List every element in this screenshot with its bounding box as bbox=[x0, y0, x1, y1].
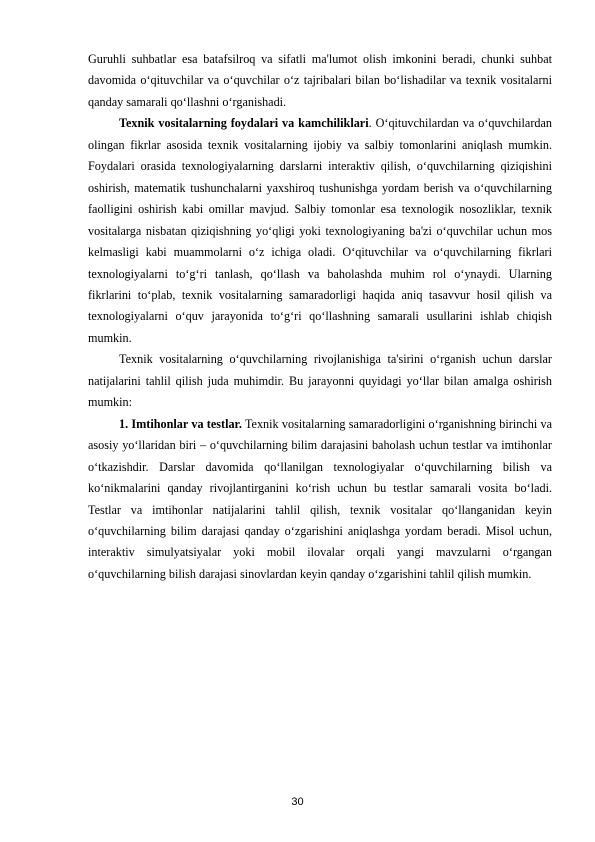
paragraph-group-discussions bbox=[88, 49, 552, 113]
paragraph-heading: Texnik vositalarning foydalari va kamchiliklari bbox=[119, 116, 369, 131]
paragraph-text: Texnik vositalarning samaradorligini o‘rganishning birinchi va asosiy yo‘llaridan biri – o‘quvchilarning bilim darajasini baholash uchun testlar va imtihonlar o‘tkazishdir. Darslar davomida qo‘llanilgan texnologiyalar o‘quvchilarning bilish va ko‘nikmalarini qanday rivojlantirganini ko‘rish uchun bu testlar samarali vosita bo‘ladi. Testlar va imtihonlar natijalarini tahlil qilish, texnik vositalar qo‘llanganidan keyin o‘quvchilarning bilim darajasi qanday o‘zgarishini aniqlashga yordam beradi. Misol uchun, interaktiv simulyatsiyalar yoki mobil ilovalar orqali yangi mavzularni o‘rgangan o‘quvchilarning bilish darajasi sinovlardan keyin qanday o‘zgarishini tahlil qilish mumkin. bbox=[88, 416, 552, 581]
paragraph-exams-tests bbox=[88, 414, 552, 586]
list-item-heading: 1. Imtihonlar va testlar. bbox=[119, 416, 242, 431]
paragraph-analysis-intro bbox=[88, 349, 552, 413]
paragraph-text: Guruhli suhbatlar esa batafsilroq va sifatli ma'lumot olish imkonini beradi, chunki suhbat davomida o‘qituvchilar va o‘quvchilar o‘z tajribalari bilan bo‘lishadilar va texnik vositalarni qanday samarali qo‘llashni o‘rganishadi. bbox=[88, 52, 552, 109]
paragraph-pros-cons bbox=[88, 113, 552, 349]
paragraph-text: Texnik vositalarning o‘quvchilarning rivojlanishiga ta'sirini o‘rganish uchun darslar natijalarini tahlil qilish juda muhimdir. Bu jarayonni quyidagi yo‘llar bilan amalga oshirish mumkin: bbox=[88, 352, 552, 410]
document-body bbox=[88, 49, 552, 585]
paragraph-text: . O‘qituvchilardan va o‘quvchilardan olingan fikrlar asosida texnik vositalarning ijobiy va salbiy tomonlarini aniqlash mumkin. Foydalari orasida texnologiyalarning darslarni interaktiv qilish, o‘quvchilarning qiziqishini oshirish, matematik tushunchalarni yaxshiroq tushunishga yordam berish va o‘quvchilarning faolligini oshirish kabi omillar mavjud. Salbiy tomonlar esa texnologik nosozliklar, texnik vositalarga nisbatan qiziqishning yo‘qligi yoki texnologiyaning ba'zi o‘quvchilar uchun mos kelmasligi kabi muammolarni o‘z ichiga oladi. O‘qituvchilar va o‘quvchilarning fikrlari texnologiyalarni to‘g‘ri tanlash, qo‘llash va baholashda muhim rol o‘ynaydi. Ularning fikrlarini to‘plab, texnik vositalarning samaradorligi haqida aniq tasavvur hosil qilish va texnologiyalarni o‘quv jarayonida to‘g‘ri qo‘llashning samarali usullarini ishlab chiqish mumkin. bbox=[88, 116, 552, 345]
page-number: 30 bbox=[291, 796, 304, 808]
